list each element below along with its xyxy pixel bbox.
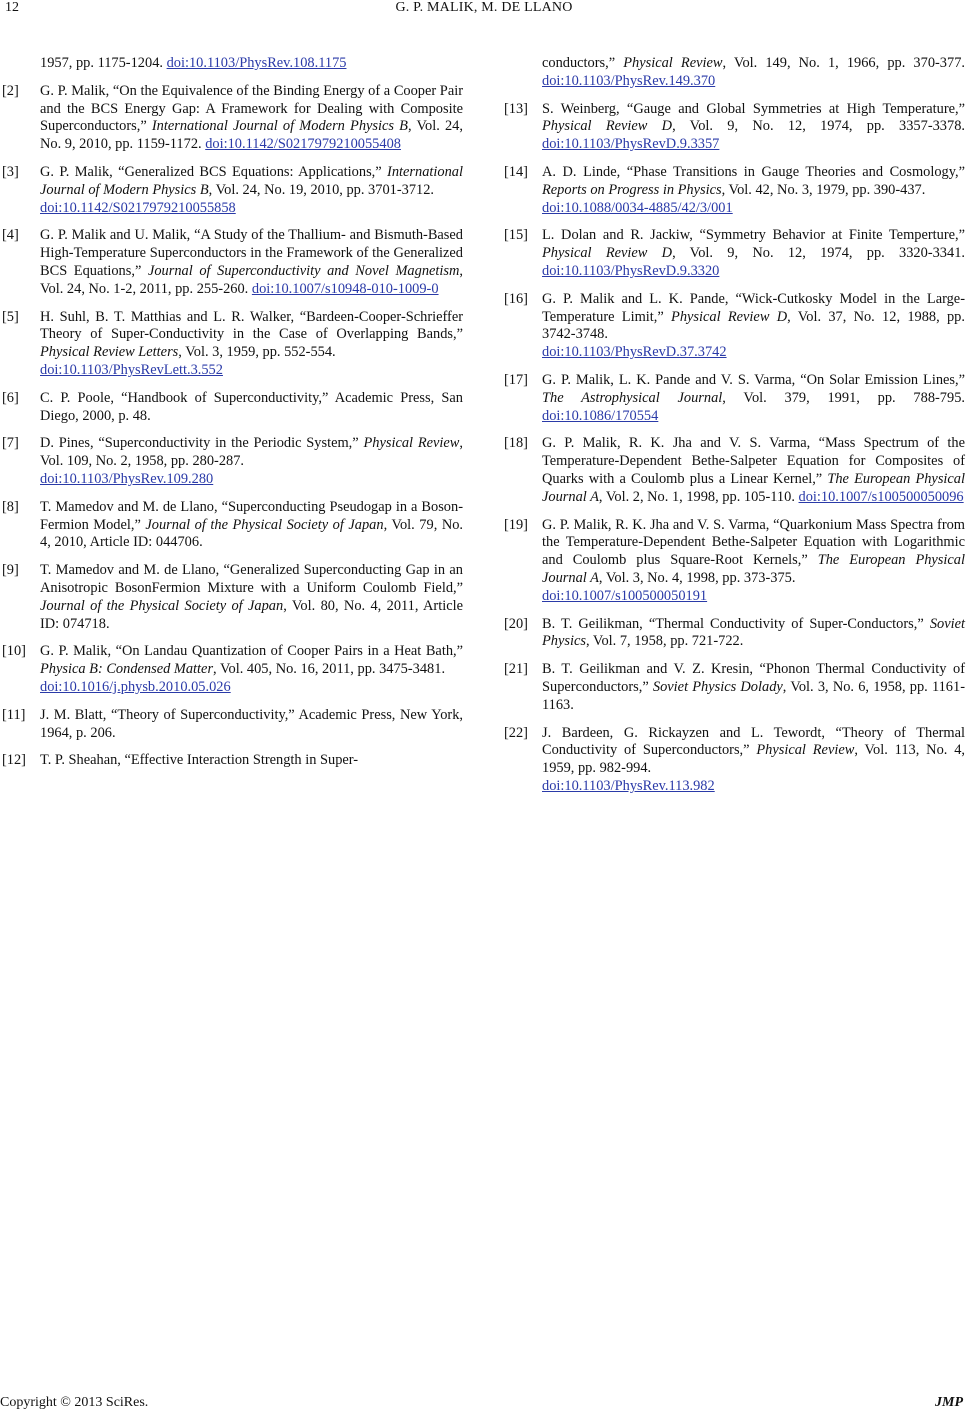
doi-link[interactable]: doi:10.1088/0034-4885/42/3/001 <box>542 199 733 216</box>
running-header-authors: G. P. MALIK, M. DE LLANO <box>395 0 573 15</box>
reference-12: [12] T. P. Sheahan, “Effective Interaction Strength in Super- <box>2 752 359 769</box>
reference-20: [20] B. T. Geilikman, “Thermal Conductivity of Super-Conductors,” Soviet Physics, Vol. 7, 1958, pp. 721-722. <box>504 615 965 650</box>
journal-title: Soviet Physics <box>542 615 965 650</box>
doi-link[interactable]: doi:10.1103/PhysRev.108.1175 <box>166 55 347 71</box>
page-number: 12 <box>5 0 19 15</box>
reference-4: [4] G. P. Malik and U. Malik, “A Study of the Thallium- and Bismuth-Based High-Temperature Superconductors in the Framework of the Generalized BCS Equations,” Journal of Superconductivity and Novel Magnetism, Vol. 24, No. 1-2, 2011, pp. 255-260. doi:10.1007/s10948-010-1009-0 <box>2 227 463 297</box>
reference-number: [3] <box>2 163 19 180</box>
journal-title: Physical Review <box>756 742 855 759</box>
reference-number: [22] <box>504 724 528 741</box>
reference-number: [2] <box>2 82 19 99</box>
journal-title: Soviet Physics Dolady <box>652 678 783 695</box>
journal-title: Physical Review <box>363 435 460 452</box>
reference-number: [4] <box>2 227 19 244</box>
reference-7: [7] D. Pines, “Superconductivity in the Periodic System,” Physical Review, Vol. 109, No. 2, 1958, pp. 280-287. doi:10.1103/PhysRev.109.280 <box>2 435 463 487</box>
reference-number: [20] <box>504 615 528 632</box>
reference-number: [18] <box>504 435 528 452</box>
doi-link[interactable]: doi:10.1103/PhysRev.149.370 <box>542 72 716 89</box>
reference-6: [6] C. P. Poole, “Handbook of Superconductivity,” Academic Press, San Diego, 2000, p. 48. <box>2 389 463 424</box>
reference-number: [16] <box>504 290 528 307</box>
reference-number: [21] <box>504 661 528 678</box>
doi-link[interactable]: doi:10.1086/170554 <box>542 407 659 424</box>
reference-11: [11] J. M. Blatt, “Theory of Superconductivity,” Academic Press, New York, 1964, p. 206. <box>2 706 463 741</box>
reference-number: [14] <box>504 163 528 180</box>
reference-2: [2] G. P. Malik, “On the Equivalence of the Binding Energy of a Cooper Pair and the BCS Energy Gap: A Framework for Dealing with Composite Superconductors,” International Journal of Modern Physics B, Vol. 24, No. 9, 2010, pp. 1159-1172. doi:10.1142/S0217979210055408 <box>2 82 463 153</box>
journal-title: Journal of the Physical Society of Japan <box>40 597 284 614</box>
doi-link[interactable]: doi:10.1007/s10948-010-1009-0 <box>251 280 439 297</box>
reference-number: [13] <box>504 100 528 117</box>
doi-link[interactable]: doi:10.1016/j.physb.2010.05.026 <box>40 678 231 695</box>
reference-22: [22] J. Bardeen, G. Rickayzen and L. Tewordt, “Theory of Thermal Conductivity of Superconductors,” Physical Review, Vol. 113, No. 4, 1959, pp. 982-994. doi:10.1103/PhysRev.113.982 <box>504 724 965 794</box>
doi-link[interactable]: doi:10.1103/PhysRevLett.3.552 <box>40 361 223 378</box>
reference-continuation: conductors,” Physical Review, Vol. 149, No. 1, 1966, pp. 370-377. doi:10.1103/PhysRev.149.370 <box>542 55 965 89</box>
doi-link[interactable]: doi:10.1142/S0217979210055408 <box>205 136 401 153</box>
reference-number: [5] <box>2 308 19 325</box>
reference-8: [8] T. Mamedov and M. de Llano, “Superconducting Pseudogap in a Boson-Fermion Model,” Journal of the Physical Society of Japan, Vol. 79, No. 4, 2010, Article ID: 044706. <box>2 498 464 551</box>
reference-19: [19] G. P. Malik, R. K. Jha and V. S. Varma, “Quarkonium Mass Spectra from the Temperature-Dependent Bethe-Salpeter Equation with Logarithmic and Coulomb plus Square-Root Kernels,” The European Physical Journal A, Vol. 3, No. 4, 1998, pp. 373-375. doi:10.1007/s100500050191 <box>504 516 965 604</box>
doi-link[interactable]: doi:10.1103/PhysRevD.37.3742 <box>542 344 727 361</box>
reference-number: [11] <box>2 706 26 723</box>
doi-link[interactable]: doi:10.1103/PhysRevD.9.3357 <box>542 136 720 153</box>
doi-link[interactable]: doi:10.1103/PhysRev.113.982 <box>542 777 715 794</box>
journal-title: Journal of Superconductivity and Novel Magnetism <box>147 262 460 279</box>
copyright-notice: Copyright © 2013 SciRes. <box>0 1395 149 1410</box>
journal-title: Physica B: Condensed Matter <box>40 661 214 678</box>
journal-title: Journal of the Physical Society of Japan <box>145 516 384 533</box>
reference-number: [12] <box>2 752 26 769</box>
journal-title: Reports on Progress in Physics <box>542 181 722 198</box>
reference-21: [21] B. T. Geilikman and V. Z. Kresin, “Phonon Thermal Conductivity of Superconductors,” Soviet Physics Dolady, Vol. 3, No. 6, 1958, pp. 1161-1163. <box>504 661 965 713</box>
reference-number: [7] <box>2 435 19 452</box>
reference-10: [10] G. P. Malik, “On Landau Quantization of Cooper Pairs in a Heat Bath,” Physica B: Condensed Matter, Vol. 405, No. 16, 2011, pp. 3475-3481. doi:10.1016/j.physb.2010.05.026 <box>2 643 463 695</box>
reference-number: [15] <box>504 227 528 244</box>
reference-17: [17] G. P. Malik, L. K. Pande and V. S. Varma, “On Solar Emission Lines,” The Astrophysical Journal, Vol. 379, 1991, pp. 788-795. doi:10.1086/170554 <box>504 371 965 424</box>
journal-title: Physical Review Letters <box>40 344 179 361</box>
journal-title: Physical Review D <box>542 118 673 135</box>
journal-title: International Journal of Modern Physics B <box>40 163 463 198</box>
journal-title: Physical Review <box>623 55 723 71</box>
reference-continuation: 1957, pp. 1175-1204. doi:10.1103/PhysRev.108.1175 <box>40 55 347 71</box>
reference-13: [13] S. Weinberg, “Gauge and Global Symmetries at High Temperature,” Physical Review D, Vol. 9, No. 12, 1974, pp. 3357-3378. doi:10.1103/PhysRevD.9.3357 <box>504 100 965 153</box>
reference-number: [6] <box>2 389 19 406</box>
reference-number: [10] <box>2 643 26 660</box>
reference-number: [9] <box>2 562 19 579</box>
reference-number: [19] <box>504 516 528 533</box>
reference-9: [9] T. Mamedov and M. de Llano, “Generalized Superconducting Gap in an Anisotropic BosonFermion Mixture with a Uniform Coulomb Field,” Journal of the Physical Society of Japan, Vol. 80, No. 4, 2011, Article ID: 074718. <box>2 562 463 632</box>
references-left-column <box>2 55 464 780</box>
reference-16: [16] G. P. Malik and L. K. Pande, “Wick-Cutkosky Model in the Large-Temperature Limit,” Physical Review D, Vol. 37, No. 12, 1988, pp. 3742-3748. doi:10.1103/PhysRevD.37.3742 <box>504 290 965 361</box>
journal-title: The European Physical Journal A <box>542 552 965 586</box>
doi-link[interactable]: doi:10.1007/s100500050096 <box>798 488 964 505</box>
doi-link[interactable]: doi:10.1142/S0217979210055858 <box>40 199 236 216</box>
reference-15: [15] L. Dolan and R. Jackiw, “Symmetry Behavior at Finite Temperture,” Physical Review D, Vol. 9, No. 12, 1974, pp. 3320-3341. doi:10.1103/PhysRevD.9.3320 <box>504 227 965 279</box>
reference-number: [8] <box>2 498 19 515</box>
reference-14: [14] A. D. Linde, “Phase Transitions in Gauge Theories and Cosmology,” Reports on Progress in Physics, Vol. 42, No. 3, 1979, pp. 390-437. doi:10.1088/0034-4885/42/3/001 <box>504 163 965 216</box>
references-right-column <box>504 55 965 806</box>
doi-link[interactable]: doi:10.1103/PhysRevD.9.3320 <box>542 262 720 279</box>
reference-3: [3] G. P. Malik, “Generalized BCS Equations: Applications,” International Journal of Modern Physics B, Vol. 24, No. 19, 2010, pp. 3701-3712. doi:10.1142/S0217979210055858 <box>2 163 463 216</box>
journal-abbreviation: JMP <box>935 1395 963 1410</box>
journal-title: The European Physical Journal A <box>542 470 965 505</box>
doi-link[interactable]: doi:10.1103/PhysRev.109.280 <box>40 470 214 487</box>
reference-5: [5] H. Suhl, B. T. Matthias and L. R. Walker, “Bardeen-Cooper-Schrieffer Theory of Super-Conductivity in the Case of Overlapping Bands,” Physical Review Letters, Vol. 3, 1959, pp. 552-554. doi:10.1103/PhysRevLett.3.552 <box>2 308 463 378</box>
journal-title: The Astrophysical Journal <box>542 389 723 406</box>
journal-title: International Journal of Modern Physics B <box>151 118 408 135</box>
reference-number: [17] <box>504 371 528 388</box>
doi-link[interactable]: doi:10.1007/s100500050191 <box>542 587 708 604</box>
journal-title: Physical Review D <box>542 245 673 262</box>
reference-18: [18] G. P. Malik, R. K. Jha and V. S. Varma, “Mass Spectrum of the Temperature-Dependent Bethe-Salpeter Equation for Composites of Quarks with a Coulomb plus a Linear Kernel,” The European Physical Journal A, Vol. 2, No. 1, 1998, pp. 105-110. doi:10.1007/s100500050096 <box>504 435 965 505</box>
journal-title: Physical Review D <box>671 308 788 325</box>
